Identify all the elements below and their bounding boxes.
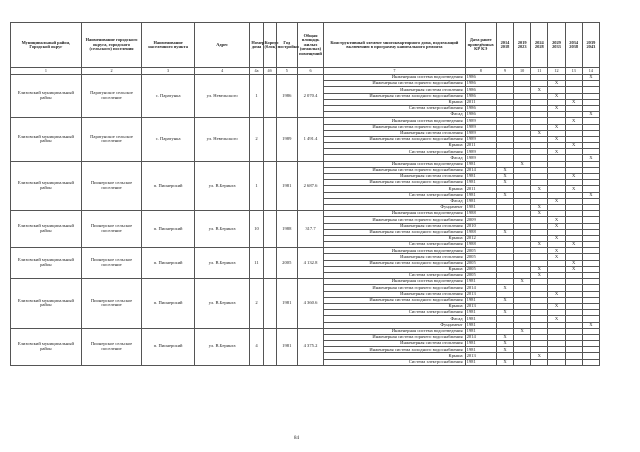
house-number-cell: 10 xyxy=(250,211,263,248)
element-cell: Инженерная система водоотведения xyxy=(324,118,465,124)
prior-repair-year-cell: 1988 xyxy=(465,229,496,235)
header-row xyxy=(11,23,600,68)
column-header: Год постройки xyxy=(276,23,297,68)
period-mark-cell: X xyxy=(496,192,513,198)
locality-cell: п. Пионерский xyxy=(142,248,195,279)
element-cell: Инженерная система холодного водоснабжения xyxy=(324,93,465,99)
period-mark-cell: X xyxy=(565,174,582,180)
element-cell: Инженерная система отопления xyxy=(324,130,465,136)
period-mark-cell: X xyxy=(582,155,599,161)
prior-repair-year-cell: 2014 xyxy=(465,285,496,291)
prior-repair-year-cell: 2009 xyxy=(465,217,496,223)
prior-repair-year-cell: 2012 xyxy=(465,235,496,241)
period-mark-cell: X xyxy=(565,99,582,105)
period-mark-cell: X xyxy=(514,161,531,167)
element-cell: Система электроснабжения xyxy=(324,149,465,155)
prior-repair-year-cell: 1989 xyxy=(465,149,496,155)
element-cell: Крыша xyxy=(324,99,465,105)
prior-repair-year-cell: 1981 xyxy=(465,161,496,167)
prior-repair-year-cell: 1986 xyxy=(465,93,496,99)
element-cell: Инженерная система водоотведения xyxy=(324,161,465,167)
prior-repair-year-cell: 1988 xyxy=(465,242,496,248)
street-cell: ул. Невельского xyxy=(194,118,250,161)
district-cell: Елизовский муниципальный район xyxy=(11,211,82,248)
column-header: Дата ранее проведённых КР КЭ xyxy=(465,23,496,68)
prior-repair-year-cell: 1981 xyxy=(465,180,496,186)
element-cell: Крыша xyxy=(324,186,465,192)
build-year-cell: 1981 xyxy=(276,279,297,329)
period-mark-cell: X xyxy=(531,211,548,217)
prior-repair-year-cell: 1989 xyxy=(465,124,496,130)
element-cell: Крыша xyxy=(324,235,465,241)
element-cell: Система электроснабжения xyxy=(324,242,465,248)
period-mark-cell: X xyxy=(565,266,582,272)
period-mark-cell: X xyxy=(565,260,582,266)
period-mark-cell: X xyxy=(496,297,513,303)
prior-repair-year-cell: 1981 xyxy=(465,198,496,204)
prior-repair-year-cell: 2011 xyxy=(465,99,496,105)
period-mark-cell: X xyxy=(496,310,513,316)
element-cell: Инженерная система холодного водоснабжения xyxy=(324,260,465,266)
area-cell: 317.7 xyxy=(297,211,323,248)
period-mark-cell: X xyxy=(548,254,565,260)
area-cell: 2 687.6 xyxy=(297,161,323,211)
element-cell: Инженерная система отопления xyxy=(324,341,465,347)
locality-cell: п. Пионерский xyxy=(142,161,195,211)
element-cell: Инженерная система водоотведения xyxy=(324,328,465,334)
house-group xyxy=(11,248,600,279)
period-mark-cell: X xyxy=(531,87,548,93)
district-cell: Елизовский муниципальный район xyxy=(11,118,82,161)
prior-repair-year-cell: 2005 xyxy=(465,273,496,279)
period-mark-cell: X xyxy=(548,105,565,111)
column-number: 13 xyxy=(565,68,582,75)
settlement-cell: Пионерское сельское поселение xyxy=(81,328,142,365)
locality-cell: п. Пионерский xyxy=(142,328,195,365)
prior-repair-year-cell: 1989 xyxy=(465,155,496,161)
prior-repair-year-cell: 1981 xyxy=(465,297,496,303)
build-year-cell: 1981 xyxy=(276,328,297,365)
column-header: 2014 2018 xyxy=(496,23,513,68)
prior-repair-year-cell: 1981 xyxy=(465,341,496,347)
block-cell xyxy=(263,328,276,365)
period-mark-cell: X xyxy=(548,81,565,87)
column-number: 4б xyxy=(263,68,276,75)
column-header: Наименование населенного пункта xyxy=(142,23,195,68)
period-mark-cell: X xyxy=(531,273,548,279)
column-number: 9 xyxy=(496,68,513,75)
element-cell: Фасад xyxy=(324,155,465,161)
period-mark-cell: X xyxy=(548,316,565,322)
period-mark-cell: X xyxy=(565,242,582,248)
element-cell: Крыша xyxy=(324,303,465,309)
prior-repair-year-cell: 1981 xyxy=(465,174,496,180)
period-mark-cell: X xyxy=(548,235,565,241)
element-cell: Система электроснабжения xyxy=(324,192,465,198)
element-cell: Система электроснабжения xyxy=(324,105,465,111)
house-group xyxy=(11,328,600,365)
prior-repair-year-cell: 1981 xyxy=(465,192,496,198)
page-number: 84 xyxy=(294,436,299,441)
prior-repair-year-cell: 1986 xyxy=(465,105,496,111)
prior-repair-year-cell: 2013 xyxy=(465,353,496,359)
prior-repair-year-cell: 2005 xyxy=(465,254,496,260)
period-mark-cell: X xyxy=(496,229,513,235)
element-cell: Система электроснабжения xyxy=(324,310,465,316)
element-cell: Система электроснабжения xyxy=(324,273,465,279)
column-number: 11 xyxy=(531,68,548,75)
prior-repair-year-cell: 2011 xyxy=(465,143,496,149)
prior-repair-year-cell: 1981 xyxy=(465,316,496,322)
period-mark-cell xyxy=(548,359,565,365)
element-cell: Инженерная система холодного водоснабжения xyxy=(324,347,465,353)
element-cell: Система электроснабжения xyxy=(324,359,465,365)
prior-repair-year-cell: 1981 xyxy=(465,279,496,285)
period-mark-cell: X xyxy=(531,186,548,192)
element-cell: Инженерная система отопления xyxy=(324,254,465,260)
period-mark-cell: X xyxy=(565,186,582,192)
build-year-cell: 1986 xyxy=(276,75,297,118)
column-number: 8 xyxy=(465,68,496,75)
prior-repair-year-cell: 2010 xyxy=(465,223,496,229)
period-mark-cell: X xyxy=(496,167,513,173)
build-year-cell: 1981 xyxy=(276,161,297,211)
period-mark-cell: X xyxy=(548,303,565,309)
period-mark-cell: X xyxy=(548,93,565,99)
prior-repair-year-cell: 1986 xyxy=(465,75,496,81)
block-cell xyxy=(263,161,276,211)
prior-repair-year-cell: 1981 xyxy=(465,359,496,365)
street-cell: ул. В.Беринга xyxy=(194,211,250,248)
period-mark-cell: X xyxy=(496,334,513,340)
build-year-cell: 2005 xyxy=(276,248,297,279)
locality-cell: п. Пионерский xyxy=(142,211,195,248)
column-header: 2029 2033 xyxy=(548,23,565,68)
block-cell xyxy=(263,75,276,118)
period-mark-cell: X xyxy=(531,242,548,248)
period-mark-cell xyxy=(565,359,582,365)
column-number: 3 xyxy=(142,68,195,75)
element-cell: Инженерная система отопления xyxy=(324,223,465,229)
house-group xyxy=(11,279,600,329)
prior-repair-year-cell: 2013 xyxy=(465,303,496,309)
element-cell: Фундамент xyxy=(324,204,465,210)
settlement-cell: Пионерское сельское поселение xyxy=(81,161,142,211)
locality-cell: с. Паратунка xyxy=(142,75,195,118)
house-group xyxy=(11,118,600,161)
house-number-cell: 1 xyxy=(250,161,263,211)
house-number-cell: 2 xyxy=(250,118,263,161)
prior-repair-year-cell: 1981 xyxy=(465,322,496,328)
element-cell: Инженерная система горячего водоснабжения xyxy=(324,285,465,291)
build-year-cell: 1989 xyxy=(276,118,297,161)
prior-repair-year-cell: 1981 xyxy=(465,347,496,353)
element-cell: Фасад xyxy=(324,316,465,322)
column-number: 4а xyxy=(250,68,263,75)
block-cell xyxy=(263,279,276,329)
period-mark-cell: X xyxy=(565,118,582,124)
house-group xyxy=(11,75,600,118)
period-mark-cell: X xyxy=(548,217,565,223)
settlement-cell: Пионерское сельское поселение xyxy=(81,279,142,329)
settlement-cell: Пионерское сельское поселение xyxy=(81,248,142,279)
prior-repair-year-cell: 2005 xyxy=(465,266,496,272)
column-header: 2024 2028 xyxy=(531,23,548,68)
period-mark-cell: X xyxy=(514,279,531,285)
element-cell: Инженерная система отопления xyxy=(324,87,465,93)
period-mark-cell: X xyxy=(531,266,548,272)
prior-repair-year-cell: 1981 xyxy=(465,310,496,316)
build-year-cell: 1988 xyxy=(276,211,297,248)
district-cell: Елизовский муниципальный район xyxy=(11,248,82,279)
element-cell: Инженерная система холодного водоснабжения xyxy=(324,229,465,235)
block-cell xyxy=(263,118,276,161)
element-cell: Инженерная система холодного водоснабжения xyxy=(324,136,465,142)
column-number: 4 xyxy=(194,68,250,75)
element-cell: Фундамент xyxy=(324,322,465,328)
prior-repair-year-cell: 1989 xyxy=(465,118,496,124)
period-mark-cell: X xyxy=(582,322,599,328)
column-header: 2019 2023 xyxy=(514,23,531,68)
prior-repair-year-cell: 1989 xyxy=(465,136,496,142)
period-mark-cell xyxy=(514,359,531,365)
house-group xyxy=(11,161,600,211)
period-mark-cell xyxy=(582,359,599,365)
street-cell: ул. В.Беринга xyxy=(194,248,250,279)
column-header: Муниципальный район, Городской округ xyxy=(11,23,82,68)
column-number: 1 xyxy=(11,68,82,75)
prior-repair-year-cell: 2014 xyxy=(465,167,496,173)
settlement-cell: Паратунское сельское поселение xyxy=(81,118,142,161)
period-mark-cell: X xyxy=(548,136,565,142)
element-cell: Фасад xyxy=(324,112,465,118)
period-mark-cell: X xyxy=(496,347,513,353)
register-table xyxy=(10,22,600,366)
element-cell: Инженерная система горячего водоснабжения xyxy=(324,81,465,87)
element-cell: Инженерная система водоотведения xyxy=(324,279,465,285)
column-number: 5 xyxy=(276,68,297,75)
house-number-cell: 1 xyxy=(250,75,263,118)
period-mark-cell: X xyxy=(496,359,513,365)
period-mark-cell: X xyxy=(548,198,565,204)
element-cell: Фасад xyxy=(324,198,465,204)
element-cell: Инженерная система горячего водоснабжения xyxy=(324,167,465,173)
settlement-cell: Пионерское сельское поселение xyxy=(81,211,142,248)
prior-repair-year-cell: 2011 xyxy=(465,186,496,192)
street-cell: ул. В.Беринга xyxy=(194,279,250,329)
prior-repair-year-cell: 1986 xyxy=(465,87,496,93)
street-cell: ул. Невельского xyxy=(194,75,250,118)
period-mark-cell: X xyxy=(565,143,582,149)
element-cell: Инженерная система отопления xyxy=(324,291,465,297)
period-mark-cell: X xyxy=(496,285,513,291)
prior-repair-year-cell: 1981 xyxy=(465,204,496,210)
locality-cell: с. Паратунка xyxy=(142,118,195,161)
period-mark-cell: X xyxy=(548,149,565,155)
element-cell: Инженерная система отопления xyxy=(324,174,465,180)
area-cell: 4 360.6 xyxy=(297,279,323,329)
house-number-cell: 11 xyxy=(250,248,263,279)
prior-repair-year-cell: 1986 xyxy=(465,112,496,118)
period-mark-cell: X xyxy=(496,341,513,347)
period-mark-cell: X xyxy=(531,204,548,210)
period-mark-cell: X xyxy=(531,353,548,359)
element-cell: Инженерная система холодного водоснабжения xyxy=(324,180,465,186)
house-group xyxy=(11,211,600,248)
district-cell: Елизовский муниципальный район xyxy=(11,161,82,211)
period-mark-cell: X xyxy=(548,124,565,130)
period-mark-cell xyxy=(531,359,548,365)
element-cell: Крыша xyxy=(324,266,465,272)
element-cell: Инженерная система горячего водоснабжения xyxy=(324,217,465,223)
period-mark-cell: X xyxy=(531,130,548,136)
column-number: 12 xyxy=(548,68,565,75)
element-cell: Инженерная система водоотведения xyxy=(324,211,465,217)
period-mark-cell: X xyxy=(548,248,565,254)
period-mark-cell: X xyxy=(582,192,599,198)
element-cell: Крыша xyxy=(324,353,465,359)
block-cell xyxy=(263,248,276,279)
house-number-cell: 2 xyxy=(250,279,263,329)
street-cell: ул. В.Беринга xyxy=(194,161,250,211)
element-cell: Инженерная система горячего водоснабжения xyxy=(324,334,465,340)
column-header: Наименование городского округа, городского (сельского) поселения xyxy=(81,23,142,68)
column-header: Номер дома xyxy=(250,23,263,68)
prior-repair-year-cell: 2014 xyxy=(465,334,496,340)
period-mark-cell: X xyxy=(496,180,513,186)
column-number: 2 xyxy=(81,68,142,75)
period-mark-cell: X xyxy=(548,291,565,297)
period-mark-cell: X xyxy=(582,75,599,81)
column-number: 6 xyxy=(297,68,323,75)
prior-repair-year-cell: 1986 xyxy=(465,81,496,87)
element-cell: Крыша xyxy=(324,143,465,149)
column-number: 14 xyxy=(582,68,599,75)
element-cell: Инженерная система водоотведения xyxy=(324,75,465,81)
area-cell: 4 375.2 xyxy=(297,328,323,365)
element-cell: Инженерная система горячего водоснабжения xyxy=(324,124,465,130)
area-cell: 1 491.4 xyxy=(297,118,323,161)
prior-repair-year-cell: 2005 xyxy=(465,260,496,266)
period-mark-cell: X xyxy=(496,174,513,180)
prior-repair-year-cell: 1989 xyxy=(465,130,496,136)
district-cell: Елизовский муниципальный район xyxy=(11,279,82,329)
area-cell: 4 132.8 xyxy=(297,248,323,279)
column-header: Конструктивный элемент многоквартирного дома, подлежащий включению в программу капитального ремонта xyxy=(324,23,465,68)
settlement-cell: Паратунское сельское поселение xyxy=(81,75,142,118)
column-header: Корпус (блок) xyxy=(263,23,276,68)
period-mark-cell: X xyxy=(548,223,565,229)
column-header: 2034 2038 xyxy=(565,23,582,68)
column-number: 10 xyxy=(514,68,531,75)
period-mark-cell: X xyxy=(514,328,531,334)
prior-repair-year-cell: 1988 xyxy=(465,211,496,217)
column-number: 7 xyxy=(324,68,465,75)
element-cell: Инженерная система холодного водоснабжения xyxy=(324,297,465,303)
house-number-cell: 4 xyxy=(250,328,263,365)
prior-repair-year-cell: 1981 xyxy=(465,328,496,334)
column-number-row xyxy=(11,68,600,75)
locality-cell: п. Пионерский xyxy=(142,279,195,329)
block-cell xyxy=(263,211,276,248)
prior-repair-year-cell: 2013 xyxy=(465,291,496,297)
district-cell: Елизовский муниципальный район xyxy=(11,328,82,365)
period-mark-cell: X xyxy=(582,112,599,118)
element-cell: Инженерная система водоотведения xyxy=(324,248,465,254)
column-header: Адрес xyxy=(194,23,250,68)
area-cell: 2 070.4 xyxy=(297,75,323,118)
column-header: 2039 2043 xyxy=(582,23,599,68)
prior-repair-year-cell: 2005 xyxy=(465,248,496,254)
column-header: Общая площадь жилых (нежилых) помещений xyxy=(297,23,323,68)
street-cell: ул. В.Беринга xyxy=(194,328,250,365)
district-cell: Елизовский муниципальный район xyxy=(11,75,82,118)
